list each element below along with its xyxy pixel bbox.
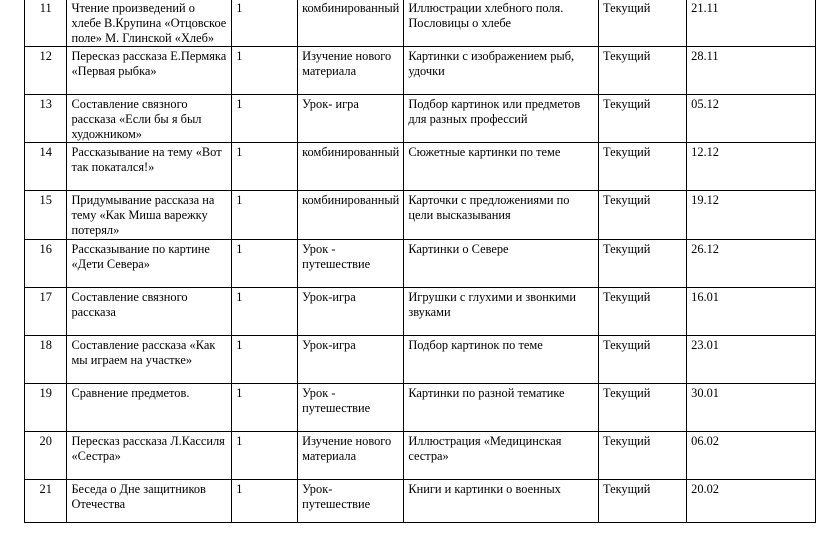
lesson-materials: Подбор картинок или предметов для разных профессий [404, 95, 599, 143]
row-number: 17 [25, 288, 67, 336]
table-row [25, 0, 816, 47]
control-type: Текущий [598, 336, 686, 384]
lesson-type: Урок-игра [298, 336, 404, 384]
lesson-topic: Рассказывание на тему «Вот так покатался!» [67, 143, 232, 191]
lesson-hours: 1 [232, 47, 298, 95]
lesson-type: комбинированный [298, 191, 404, 240]
lesson-hours: 1 [232, 95, 298, 143]
lesson-date: 05.12 [687, 95, 816, 143]
lesson-date: 30.01 [687, 384, 816, 432]
lesson-type: Изучение нового материала [298, 432, 404, 480]
lesson-type: Урок- игра [298, 95, 404, 143]
lesson-type: Изучение нового материала [298, 47, 404, 95]
lesson-type: Урок - путешествие [298, 240, 404, 288]
row-number: 18 [25, 336, 67, 384]
lesson-topic: Составление связного рассказа [67, 288, 232, 336]
lesson-hours: 1 [232, 143, 298, 191]
lesson-materials: Игрушки с глухими и звонкими звуками [404, 288, 599, 336]
control-type: Текущий [598, 288, 686, 336]
lesson-materials: Карточки с предложениями по цели высказывания [404, 191, 599, 240]
lesson-date: 23.01 [687, 336, 816, 384]
table-row [25, 336, 816, 384]
row-number: 11 [25, 0, 67, 47]
lesson-date: 21.11 [687, 0, 816, 47]
row-number: 19 [25, 384, 67, 432]
row-number: 13 [25, 95, 67, 143]
lesson-date: 20.02 [687, 480, 816, 523]
lesson-type: Урок- путешествие [298, 480, 404, 523]
lesson-topic: Чтение произведений о хлебе В.Крупина «Отцовское поле» М. Глинской «Хлеб» [67, 0, 232, 47]
control-type: Текущий [598, 95, 686, 143]
lesson-materials: Картинки о Севере [404, 240, 599, 288]
lesson-date: 26.12 [687, 240, 816, 288]
lesson-type: комбинированный [298, 0, 404, 47]
lesson-type: комбинированный [298, 143, 404, 191]
row-number: 12 [25, 47, 67, 95]
lesson-type: Урок - путешествие [298, 384, 404, 432]
row-number: 21 [25, 480, 67, 523]
lesson-hours: 1 [232, 384, 298, 432]
lesson-hours: 1 [232, 0, 298, 47]
table-row [25, 143, 816, 191]
table-row [25, 288, 816, 336]
lesson-topic: Составление связного рассказа «Если бы я был художником» [67, 95, 232, 143]
lesson-topic: Беседа о Дне защитников Отечества [67, 480, 232, 523]
lesson-topic: Рассказывание по картине «Дети Севера» [67, 240, 232, 288]
lesson-hours: 1 [232, 191, 298, 240]
control-type: Текущий [598, 480, 686, 523]
lesson-date: 19.12 [687, 191, 816, 240]
control-type: Текущий [598, 143, 686, 191]
lesson-materials: Иллюстрации хлебного поля. Пословицы о хлебе [404, 0, 599, 47]
lesson-date: 06.02 [687, 432, 816, 480]
lesson-materials: Картинки по разной тематике [404, 384, 599, 432]
lesson-materials: Иллюстрация «Медицинская сестра» [404, 432, 599, 480]
lesson-materials: Сюжетные картинки по теме [404, 143, 599, 191]
row-number: 15 [25, 191, 67, 240]
row-number: 14 [25, 143, 67, 191]
lesson-hours: 1 [232, 288, 298, 336]
lesson-hours: 1 [232, 240, 298, 288]
control-type: Текущий [598, 47, 686, 95]
lesson-hours: 1 [232, 480, 298, 523]
lesson-date: 12.12 [687, 143, 816, 191]
lesson-hours: 1 [232, 336, 298, 384]
table-row [25, 240, 816, 288]
table-row [25, 47, 816, 95]
table-row [25, 432, 816, 480]
lesson-date: 16.01 [687, 288, 816, 336]
control-type: Текущий [598, 384, 686, 432]
row-number: 20 [25, 432, 67, 480]
lesson-topic: Сравнение предметов. [67, 384, 232, 432]
lesson-topic: Пересказ рассказа Л.Кассиля «Сестра» [67, 432, 232, 480]
table-row [25, 95, 816, 143]
row-number: 16 [25, 240, 67, 288]
lesson-hours: 1 [232, 432, 298, 480]
lesson-materials: Картинки с изображением рыб, удочки [404, 47, 599, 95]
lesson-topic: Придумывание рассказа на тему «Как Миша варежку потерял» [67, 191, 232, 240]
lesson-plan-table [24, 0, 816, 523]
lesson-date: 28.11 [687, 47, 816, 95]
lesson-topic: Пересказ рассказа Е.Пермяка «Первая рыбка» [67, 47, 232, 95]
lesson-materials: Книги и картинки о военных [404, 480, 599, 523]
lesson-materials: Подбор картинок по теме [404, 336, 599, 384]
control-type: Текущий [598, 240, 686, 288]
table-row [25, 191, 816, 240]
control-type: Текущий [598, 0, 686, 47]
table-row [25, 480, 816, 523]
table-row [25, 384, 816, 432]
control-type: Текущий [598, 191, 686, 240]
control-type: Текущий [598, 432, 686, 480]
lesson-type: Урок-игра [298, 288, 404, 336]
lesson-topic: Составление рассказа «Как мы играем на участке» [67, 336, 232, 384]
